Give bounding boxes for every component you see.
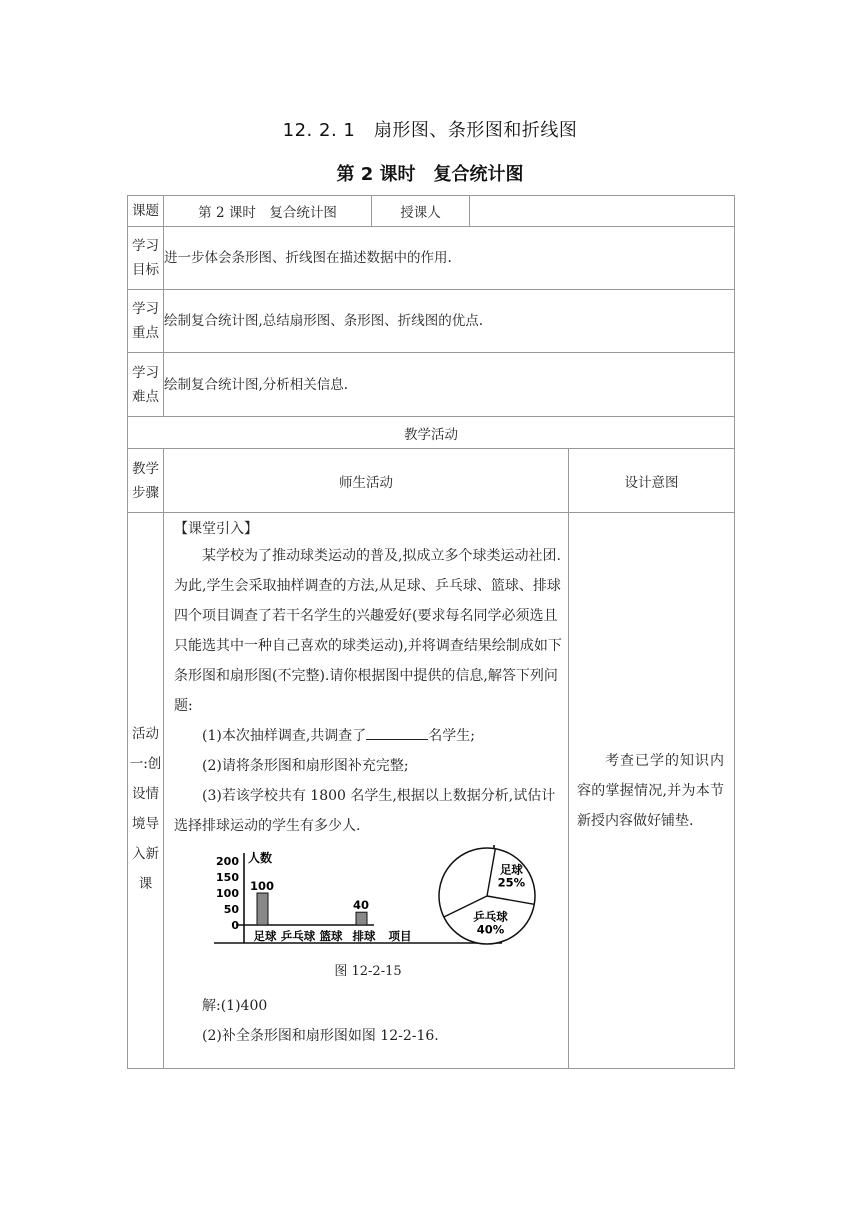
- bar: [257, 893, 268, 925]
- col-header-step: 教学步骤: [128, 449, 164, 513]
- goal-row: [128, 227, 735, 290]
- teacher-label: 授课人: [372, 196, 470, 227]
- answer-1: 解:(1)400: [202, 998, 268, 1014]
- question-1: [174, 721, 562, 751]
- question-3: (3)若该学校共有 1800 名学生,根据以上数据分析,试估计选择排球运动的学生有多少人.: [174, 788, 556, 834]
- pie-slice-label: 足球: [499, 862, 523, 877]
- pie-slice-percent: 25%: [497, 875, 526, 890]
- answer-blank: [366, 725, 428, 740]
- difficulty-value: 绘制复合统计图,分析相关信息.: [164, 353, 735, 417]
- page-title: 12. 2. 1 扇形图、条形图和折线图: [282, 120, 578, 141]
- question-1-suffix: 名学生;: [428, 728, 475, 744]
- question-1-text: (1)本次抽样调查,共调查了: [202, 728, 367, 744]
- col-header-activity: 师生活动: [164, 449, 569, 513]
- key-row: [128, 290, 735, 353]
- y-tick-label: 100: [216, 887, 239, 900]
- question-2: (2)请将条形图和扇形图补充完整;: [202, 758, 409, 774]
- bar-value-label: 100: [249, 879, 275, 893]
- y-tick-label: 0: [231, 919, 239, 932]
- topic-label: 课题: [128, 196, 164, 227]
- intent-text: 考查已学的知识内容的掌握情况,并为本节新授内容做好铺垫.: [577, 752, 724, 829]
- lesson-plan-table: [127, 195, 735, 1069]
- activity1-intent: [569, 513, 735, 1069]
- topic-row: [128, 196, 735, 227]
- page-subtitle: 第 2 课时 复合统计图: [336, 164, 524, 185]
- y-tick-label: 50: [223, 903, 239, 916]
- activity1-content: [164, 513, 569, 1069]
- y-axis-label: 人数: [248, 851, 273, 865]
- bar-value-label: 40: [352, 898, 370, 913]
- key-label: 学习重点: [128, 290, 164, 353]
- col-header-intent: 设计意图: [569, 449, 735, 513]
- x-tick-label: 足球: [253, 929, 277, 943]
- bar: [356, 912, 367, 925]
- key-value: 绘制复合统计图,总结扇形图、条形图、折线图的优点.: [164, 290, 735, 353]
- activity1-heading: 【课堂引入】: [174, 521, 258, 537]
- x-axis-label: 项目: [388, 929, 412, 943]
- activity1-row: [128, 513, 735, 1069]
- pie-slice-percent: 40%: [476, 922, 505, 937]
- topic-value: 第 2 课时 复合统计图: [164, 196, 372, 227]
- answer-2: (2)补全条形图和扇形图如图 12-2-16.: [202, 1028, 439, 1044]
- x-tick-label: 排球: [352, 929, 376, 943]
- activity1-step-label: 活动一:创设情境导入新课: [128, 513, 164, 1069]
- teacher-value: [470, 196, 735, 227]
- figure-caption: 图 12-2-15: [334, 964, 402, 979]
- column-header-row: [128, 449, 735, 513]
- figure-12-2-15: [174, 845, 562, 955]
- section-header: 教学活动: [128, 417, 735, 449]
- pie-chart: [432, 839, 542, 949]
- difficulty-row: [128, 353, 735, 417]
- x-tick-label: 乒乓球: [280, 929, 316, 943]
- section-row: [128, 417, 735, 449]
- goal-label: 学习目标: [128, 227, 164, 290]
- difficulty-label: 学习难点: [128, 353, 164, 417]
- x-tick-label: 篮球: [319, 929, 343, 943]
- activity1-intro: 某学校为了推动球类运动的普及,拟成立多个球类运动社团.为此,学生会采取抽样调查的方法,从足球、乒乓球、篮球、排球四个项目调查了若干名学生的兴趣爱好(要求每名同学必须选且只能选其中一种自己喜欢的球类运动),并将调查结果绘制成如下条形图和扇形图(不完整).请你根据图中提供的信息,解答下列问题:: [174, 548, 562, 714]
- goal-value: 进一步体会条形图、折线图在描述数据中的作用.: [164, 227, 735, 290]
- pie-slice-label: 乒乓球: [473, 909, 508, 924]
- y-tick-label: 150: [216, 871, 239, 884]
- y-tick-label: 200: [216, 855, 239, 868]
